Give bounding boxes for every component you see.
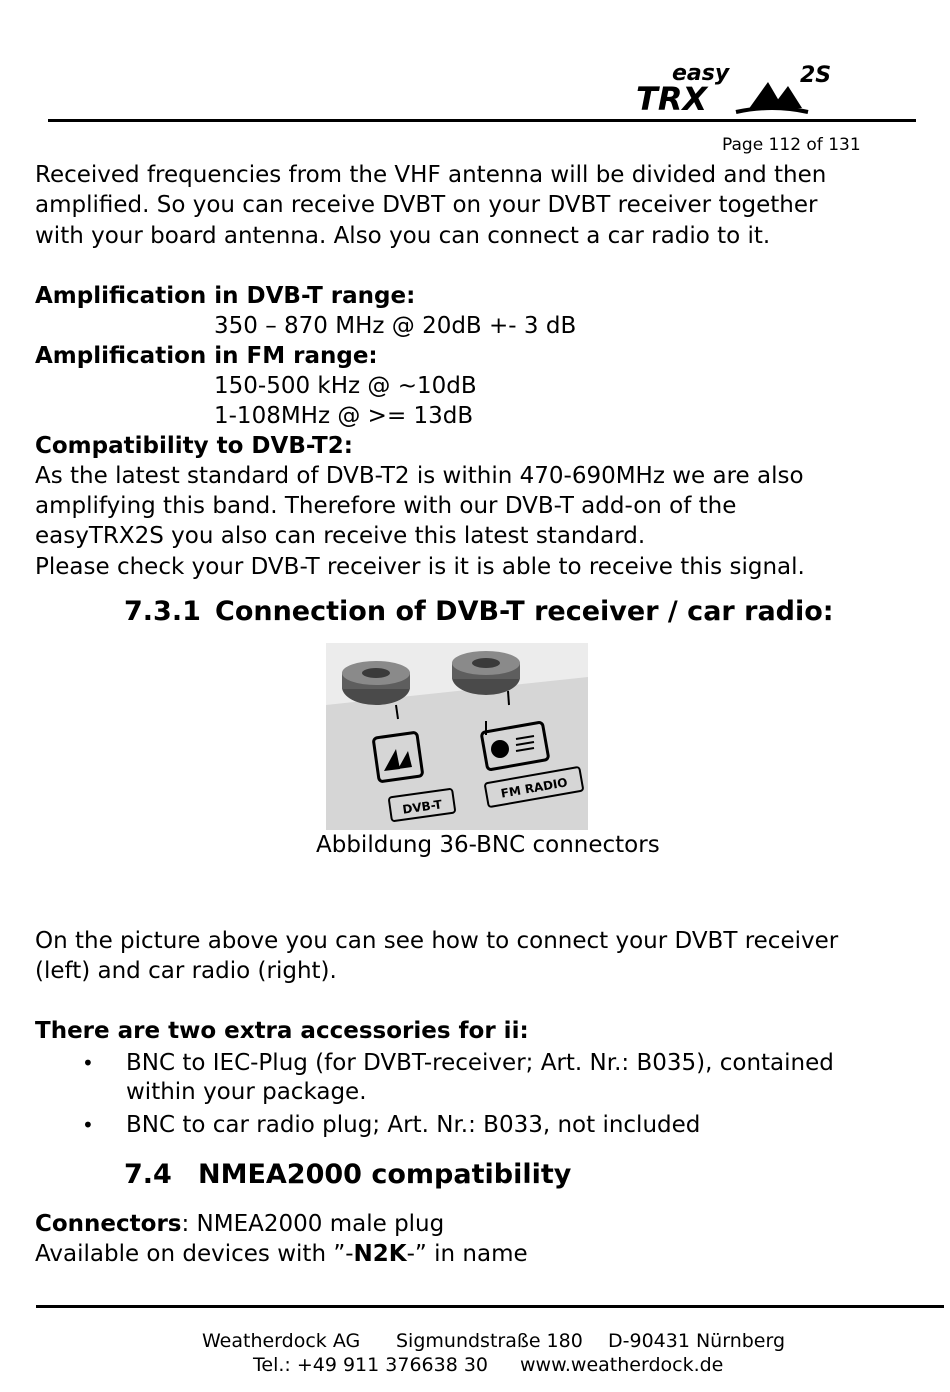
bullet-2: • [82, 1113, 94, 1137]
fm-range-value-1: 150-500 kHz @ ~10dB [214, 373, 477, 399]
connectors-value: : NMEA2000 male plug [181, 1211, 445, 1237]
page-number: Page 112 of 131 [722, 135, 861, 155]
dvbt2-line-1: As the latest standard of DVB-T2 is within 470-690MHz we are also [35, 463, 804, 489]
footer-company: Weatherdock AG [202, 1330, 361, 1352]
intro-line-1: Received frequencies from the VHF antenna will be divided and then [35, 162, 827, 188]
bnc-connectors-image [326, 643, 588, 830]
figure-caption: Abbildung 36-BNC connectors [316, 832, 660, 858]
section-74-title: NMEA2000 compatibility [198, 1159, 572, 1190]
fm-range-value-2: 1-108MHz @ >= 13dB [214, 403, 474, 429]
bnc-connector-right [452, 651, 520, 695]
bullet-1: • [82, 1051, 94, 1075]
dvbt-range-value: 350 – 870 MHz @ 20dB +- 3 dB [214, 313, 577, 339]
section-731-number: 7.3.1 [124, 596, 201, 627]
svg-text:2S: 2S [800, 63, 832, 88]
section-731-title: Connection of DVB-T receiver / car radio: [215, 596, 834, 627]
intro-line-2: amplified. So you can receive DVBT on your DVBT receiver together [35, 192, 818, 218]
availability-suffix: -” in name [406, 1241, 528, 1267]
accessories-heading: There are two extra accessories for ii: [35, 1018, 529, 1044]
picture-text-line-2: (left) and car radio (right). [35, 958, 337, 984]
accessory-2: BNC to car radio plug; Art. Nr.: B033, not included [126, 1112, 701, 1138]
connectors-line [35, 1209, 444, 1239]
dvbt2-line-2: amplifying this band. Therefore with our DVB-T add-on of the [35, 493, 737, 519]
availability-prefix: Available on devices with ”- [35, 1241, 354, 1267]
section-74-number: 7.4 [124, 1159, 172, 1190]
dvbt2-line-3: easyTRX2S you also can receive this latest standard. [35, 523, 646, 549]
easytrx2s-logo [632, 60, 850, 116]
footer-city: D-90431 Nürnberg [608, 1330, 786, 1352]
connectors-label: Connectors [35, 1211, 182, 1237]
fm-range-heading: Amplification in FM range: [35, 343, 378, 369]
svg-text:TRX: TRX [636, 80, 708, 116]
picture-text-line-1: On the picture above you can see how to connect your DVBT receiver [35, 928, 839, 954]
footer-phone: Tel.: +49 911 376638 30 [253, 1354, 489, 1376]
footer-rule [36, 1305, 944, 1308]
footer-web: www.weatherdock.de [520, 1354, 724, 1376]
fm-radio-port-label: FM RADIO [499, 775, 569, 801]
accessory-1-line-2: within your package. [126, 1079, 367, 1105]
footer-street: Sigmundstraße 180 [396, 1330, 583, 1352]
dvbt-port-label: DVB-T [401, 797, 443, 817]
header-rule [48, 119, 916, 122]
availability-code: N2K [353, 1241, 407, 1267]
dvbt2-heading: Compatibility to DVB-T2: [35, 433, 353, 459]
intro-line-3: with your board antenna. Also you can connect a car radio to it. [35, 223, 771, 249]
bnc-connector-left [342, 661, 410, 705]
svg-text:easy: easy [672, 61, 730, 86]
dvbt-range-heading: Amplification in DVB-T range: [35, 283, 416, 309]
dvbt2-line-4: Please check your DVB-T receiver is it is able to receive this signal. [35, 554, 805, 580]
accessory-1-line-1: BNC to IEC-Plug (for DVBT-receiver; Art. Nr.: B035), contained [126, 1050, 834, 1076]
availability-line [35, 1239, 528, 1269]
